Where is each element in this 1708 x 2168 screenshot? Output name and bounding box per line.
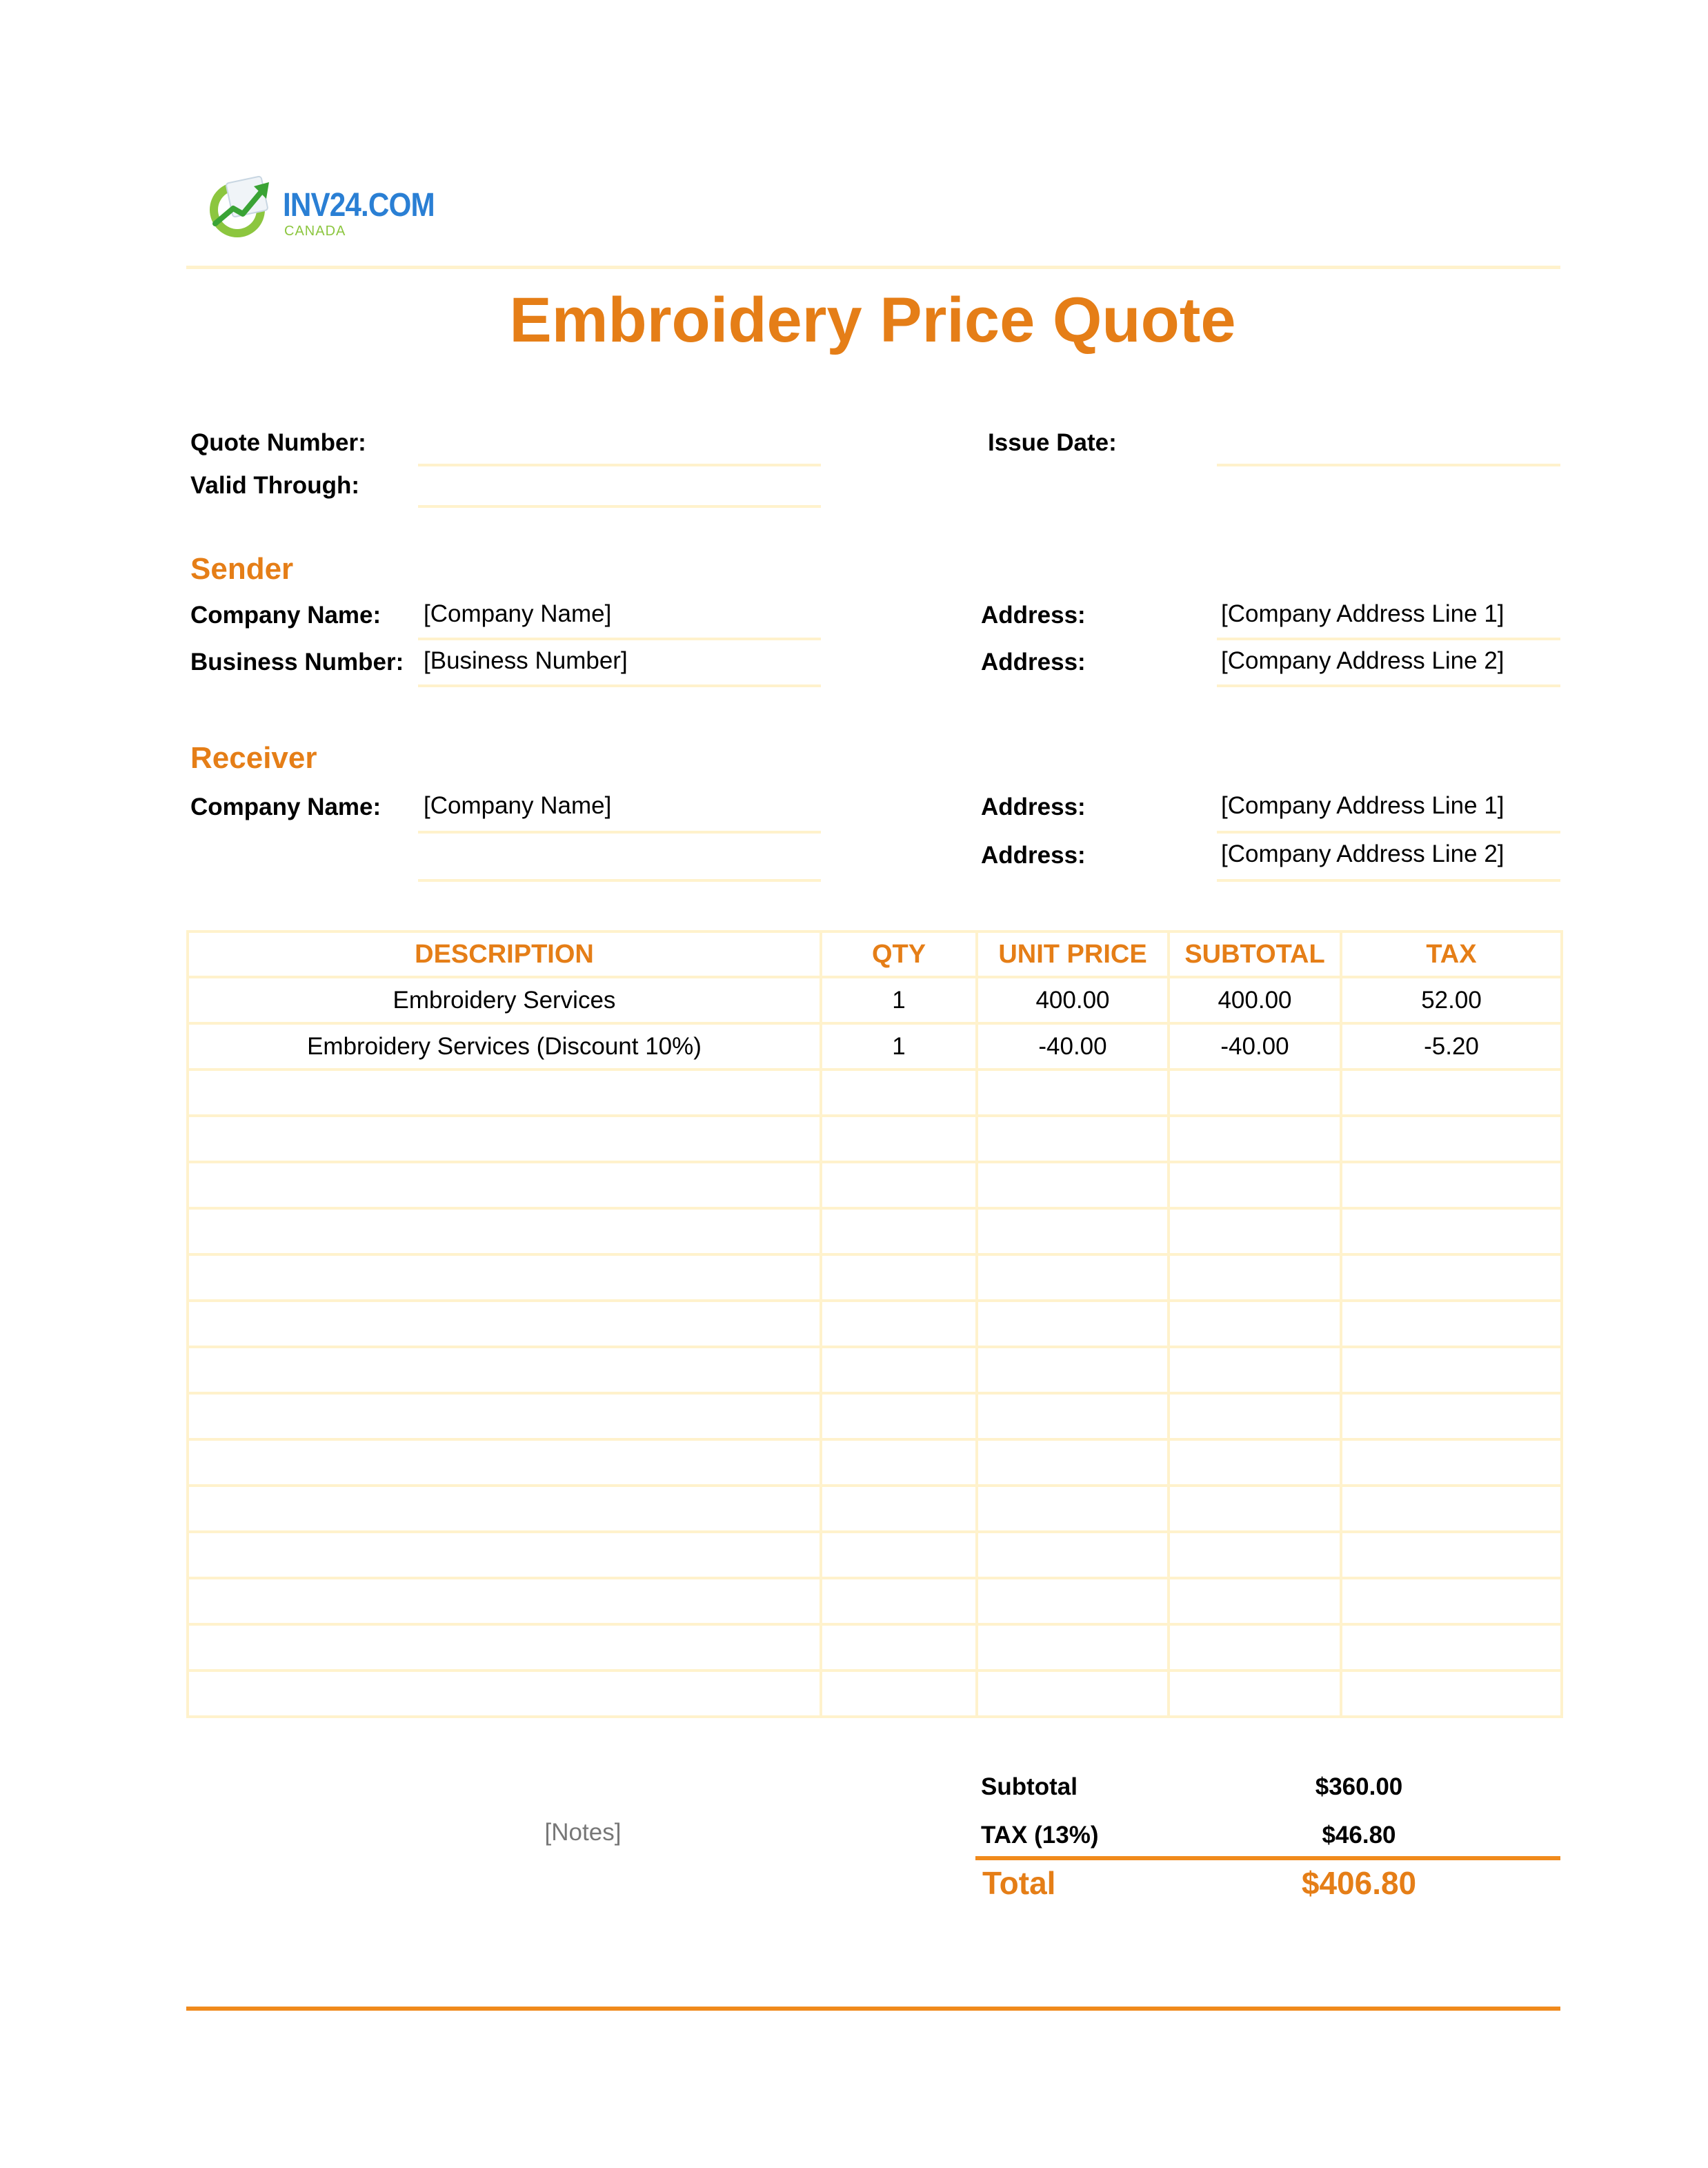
empty-cell[interactable] — [1169, 1116, 1341, 1162]
empty-cell[interactable] — [977, 1532, 1169, 1578]
empty-cell[interactable] — [1341, 1578, 1562, 1624]
valid-through-label: Valid Through: — [190, 472, 359, 499]
tax-value: $46.80 — [1322, 1822, 1396, 1849]
issue-date-label: Issue Date: — [988, 429, 1117, 456]
empty-cell[interactable] — [821, 1162, 977, 1208]
empty-cell[interactable] — [977, 1070, 1169, 1116]
total-value: $406.80 — [1301, 1865, 1417, 1901]
receiver-address-value-1[interactable]: [Company Address Line 1] — [1221, 792, 1505, 819]
empty-cell[interactable] — [1341, 1532, 1562, 1578]
empty-cell[interactable] — [188, 1162, 821, 1208]
empty-cell[interactable] — [1341, 1162, 1562, 1208]
empty-cell[interactable] — [1169, 1624, 1341, 1671]
empty-cell[interactable] — [977, 1624, 1169, 1671]
empty-row — [188, 1208, 1562, 1254]
empty-cell[interactable] — [821, 1671, 977, 1717]
cell-unit-price[interactable]: -40.00 — [977, 1023, 1169, 1070]
empty-row — [188, 1624, 1562, 1671]
empty-row — [188, 1532, 1562, 1578]
sender-company-label: Company Name: — [190, 602, 381, 629]
empty-row — [188, 1162, 1562, 1208]
empty-cell[interactable] — [1341, 1347, 1562, 1393]
receiver-company-label: Company Name: — [190, 794, 381, 820]
empty-cell[interactable] — [1341, 1671, 1562, 1717]
header-unit-price: UNIT PRICE — [977, 932, 1169, 977]
empty-row — [188, 1393, 1562, 1439]
empty-cell[interactable] — [977, 1578, 1169, 1624]
empty-cell[interactable] — [1341, 1116, 1562, 1162]
cell-subtotal[interactable]: 400.00 — [1169, 977, 1341, 1023]
empty-row — [188, 1070, 1562, 1116]
empty-cell[interactable] — [1341, 1254, 1562, 1301]
receiver-address-label-2: Address: — [981, 842, 1086, 869]
header-subtotal: SUBTOTAL — [1169, 932, 1341, 977]
sender-heading: Sender — [190, 552, 294, 586]
empty-cell[interactable] — [1169, 1486, 1341, 1532]
receiver-address-line-1 — [1217, 831, 1560, 834]
valid-through-field[interactable] — [418, 505, 821, 508]
table-row — [188, 1023, 1562, 1070]
quote-number-field[interactable] — [418, 464, 821, 466]
empty-cell[interactable] — [821, 1301, 977, 1347]
sender-address-label-2: Address: — [981, 649, 1086, 676]
receiver-company-line — [418, 831, 821, 834]
empty-cell[interactable] — [1341, 1301, 1562, 1347]
quote-number-label: Quote Number: — [190, 429, 366, 456]
empty-cell[interactable] — [188, 1254, 821, 1301]
page-title: Embroidery Price Quote — [509, 285, 1236, 355]
empty-cell[interactable] — [821, 1347, 977, 1393]
empty-cell[interactable] — [1341, 1393, 1562, 1439]
empty-cell[interactable] — [821, 1254, 977, 1301]
empty-cell[interactable] — [977, 1301, 1169, 1347]
receiver-address-value-2[interactable]: [Company Address Line 2] — [1221, 840, 1505, 867]
receiver-extra-line[interactable] — [418, 879, 821, 882]
empty-row — [188, 1671, 1562, 1717]
empty-cell[interactable] — [821, 1070, 977, 1116]
empty-cell[interactable] — [1169, 1208, 1341, 1254]
sender-address-label-1: Address: — [981, 602, 1086, 629]
empty-cell[interactable] — [977, 1671, 1169, 1717]
empty-cell[interactable] — [1341, 1486, 1562, 1532]
empty-cell[interactable] — [1169, 1671, 1341, 1717]
header-description: DESCRIPTION — [188, 932, 821, 977]
empty-cell[interactable] — [977, 1439, 1169, 1486]
empty-cell[interactable] — [821, 1578, 977, 1624]
empty-cell[interactable] — [821, 1208, 977, 1254]
empty-cell[interactable] — [188, 1671, 821, 1717]
footer-divider — [186, 2007, 1560, 2011]
empty-cell[interactable] — [977, 1116, 1169, 1162]
empty-cell[interactable] — [821, 1624, 977, 1671]
receiver-heading: Receiver — [190, 741, 317, 775]
empty-cell[interactable] — [821, 1439, 977, 1486]
empty-cell[interactable] — [821, 1116, 977, 1162]
sender-company-line — [418, 638, 821, 640]
table-row — [188, 977, 1562, 1023]
header-qty: QTY — [821, 932, 977, 977]
chart-arrow-icon — [206, 174, 277, 240]
empty-cell[interactable] — [1169, 1578, 1341, 1624]
sender-address-value-2[interactable]: [Company Address Line 2] — [1221, 647, 1505, 674]
empty-cell[interactable] — [188, 1208, 821, 1254]
empty-row — [188, 1301, 1562, 1347]
cell-subtotal[interactable]: -40.00 — [1169, 1023, 1341, 1070]
empty-cell[interactable] — [1341, 1624, 1562, 1671]
table-header-row — [188, 932, 1562, 977]
total-label: Total — [982, 1865, 1056, 1901]
empty-row — [188, 1116, 1562, 1162]
receiver-address-line-2 — [1217, 879, 1560, 882]
empty-row — [188, 1254, 1562, 1301]
header-divider — [186, 266, 1560, 269]
empty-cell[interactable] — [1169, 1393, 1341, 1439]
empty-row — [188, 1486, 1562, 1532]
sender-company-value[interactable]: [Company Name] — [424, 600, 612, 627]
notes-field[interactable]: [Notes] — [544, 1819, 622, 1846]
header-tax: TAX — [1341, 932, 1562, 977]
empty-cell[interactable] — [188, 1532, 821, 1578]
logo-subtext: CANADA — [284, 224, 346, 239]
empty-row — [188, 1347, 1562, 1393]
cell-description[interactable]: Embroidery Services (Discount 10%) — [188, 1023, 821, 1070]
empty-cell[interactable] — [977, 1393, 1169, 1439]
logo — [206, 174, 435, 243]
cell-description[interactable]: Embroidery Services — [188, 977, 821, 1023]
subtotal-value: $360.00 — [1315, 1773, 1403, 1800]
subtotal-label: Subtotal — [981, 1773, 1078, 1800]
empty-cell[interactable] — [188, 1301, 821, 1347]
empty-cell[interactable] — [1169, 1254, 1341, 1301]
empty-cell[interactable] — [188, 1624, 821, 1671]
cell-tax[interactable]: 52.00 — [1341, 977, 1562, 1023]
total-divider — [975, 1856, 1560, 1860]
receiver-company-value[interactable]: [Company Name] — [424, 792, 612, 819]
empty-cell[interactable] — [977, 1347, 1169, 1393]
empty-cell[interactable] — [821, 1532, 977, 1578]
receiver-address-label-1: Address: — [981, 794, 1086, 820]
sender-address-value-1[interactable]: [Company Address Line 1] — [1221, 600, 1505, 627]
logo-text: INV24.COM — [283, 187, 435, 224]
empty-cell[interactable] — [188, 1347, 821, 1393]
empty-cell[interactable] — [977, 1486, 1169, 1532]
cell-qty[interactable]: 1 — [821, 977, 977, 1023]
cell-qty[interactable]: 1 — [821, 1023, 977, 1070]
sender-address-line-2 — [1217, 684, 1560, 687]
items-table — [186, 930, 1563, 1718]
empty-cell[interactable] — [188, 1393, 821, 1439]
empty-cell[interactable] — [1169, 1347, 1341, 1393]
empty-cell[interactable] — [1169, 1070, 1341, 1116]
empty-cell[interactable] — [188, 1578, 821, 1624]
cell-unit-price[interactable]: 400.00 — [977, 977, 1169, 1023]
sender-business-label: Business Number: — [190, 649, 404, 676]
empty-cell[interactable] — [1169, 1439, 1341, 1486]
cell-tax[interactable]: -5.20 — [1341, 1023, 1562, 1070]
empty-row — [188, 1439, 1562, 1486]
empty-cell[interactable] — [821, 1393, 977, 1439]
empty-cell[interactable] — [1341, 1439, 1562, 1486]
empty-cell[interactable] — [188, 1116, 821, 1162]
empty-cell[interactable] — [188, 1439, 821, 1486]
empty-cell[interactable] — [1169, 1162, 1341, 1208]
empty-cell[interactable] — [1341, 1070, 1562, 1116]
empty-cell[interactable] — [188, 1486, 821, 1532]
empty-cell[interactable] — [821, 1486, 977, 1532]
issue-date-field[interactable] — [1217, 464, 1560, 466]
empty-cell[interactable] — [1341, 1208, 1562, 1254]
empty-row — [188, 1578, 1562, 1624]
empty-cell[interactable] — [977, 1254, 1169, 1301]
tax-label: TAX (13%) — [981, 1822, 1099, 1849]
empty-cell[interactable] — [188, 1070, 821, 1116]
sender-business-value[interactable]: [Business Number] — [424, 647, 628, 674]
empty-cell[interactable] — [1169, 1301, 1341, 1347]
empty-cell[interactable] — [977, 1208, 1169, 1254]
empty-cell[interactable] — [977, 1162, 1169, 1208]
sender-address-line-1 — [1217, 638, 1560, 640]
sender-business-line — [418, 684, 821, 687]
empty-cell[interactable] — [1169, 1532, 1341, 1578]
